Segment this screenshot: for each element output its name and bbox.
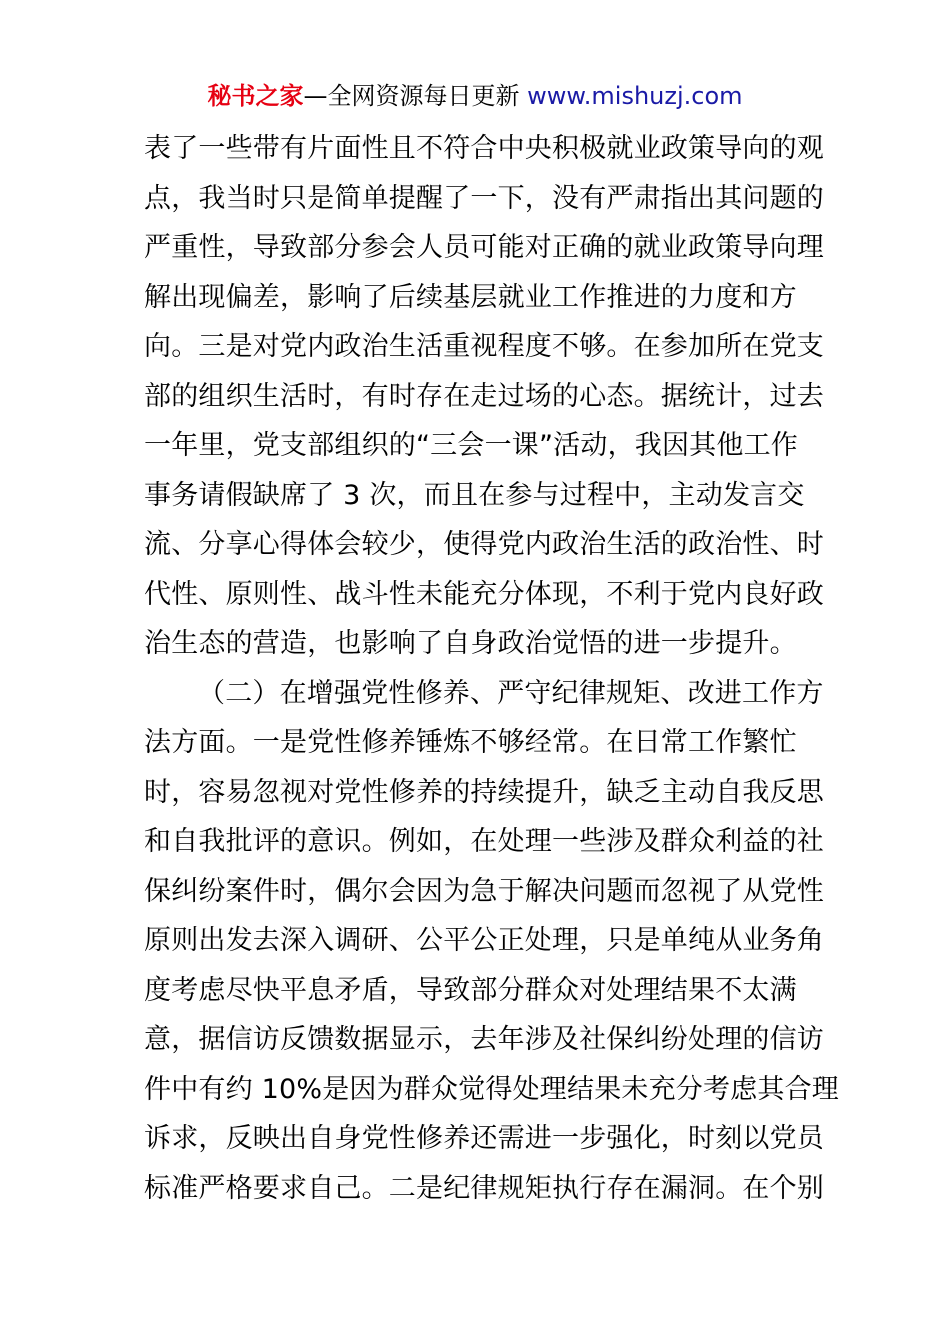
text-line: 解出现偏差，影响了后续基层就业工作推进的力度和方 [144, 281, 797, 313]
text-line: 部的组织生活时，有时存在走过场的心态。据统计，过去 [144, 380, 824, 412]
site-header [0, 80, 950, 112]
text-line: 表了一些带有片面性且不符合中央积极就业政策导向的观 [144, 133, 824, 164]
site-brand: 秘书之家 [207, 82, 304, 110]
text-line: 点，我当时只是简单提醒了一下，没有严肃指出其问题的 [144, 182, 824, 214]
text-line: 标准严格要求自己。二是纪律规矩执行存在漏洞。在个别 [144, 1172, 824, 1204]
site-tagline: —全网资源每日更新 [303, 82, 528, 110]
text-line: 代性、原则性、战斗性未能充分体现，不利于党内良好政 [144, 578, 824, 610]
text-line: 向。三是对党内政治生活重视程度不够。在参加所在党支 [144, 331, 824, 362]
text-line: 时，容易忽视对党性修养的持续提升，缺乏主动自我反思 [144, 776, 824, 808]
text-line: 诉求，反映出自身党性修养还需进一步强化，时刻以党员 [144, 1123, 824, 1154]
text-line: 原则出发去深入调研、公平公正处理，只是单纯从业务角 [144, 925, 824, 956]
text-line: 法方面。一是党性修养锤炼不够经常。在日常工作繁忙 [144, 727, 797, 758]
text-line: 件中有约 10%是因为群众觉得处理结果未充分考虑其合理 [144, 1073, 839, 1105]
text-line: 一年里，党支部组织的“三会一课”活动，我因其他工作 [144, 430, 798, 461]
text-line: 严重性，导致部分参会人员可能对正确的就业政策导向理 [144, 232, 824, 263]
text-line: 意，据信访反馈数据显示，去年涉及社保纠纷处理的信访 [144, 1024, 824, 1055]
text-line: 和自我批评的意识。例如，在处理一些涉及群众利益的社 [144, 826, 824, 857]
text-line: 事务请假缺席了 3 次，而且在参与过程中，主动发言交 [144, 479, 805, 511]
document-body [144, 124, 839, 1213]
section-heading-line: （二）在增强党性修养、严守纪律规矩、改进工作方 [198, 677, 824, 709]
text-line: 流、分享心得体会较少，使得党内政治生活的政治性、时 [144, 529, 824, 560]
text-line: 度考虑尽快平息矛盾，导致部分群众对处理结果不太满 [144, 974, 797, 1006]
text-line: 保纠纷案件时，偶尔会因为急于解决问题而忽视了从党性 [144, 875, 824, 907]
text-line: 治生态的营造，也影响了自身政治觉悟的进一步提升。 [144, 628, 797, 659]
site-url[interactable]: www.mishuzj.com [527, 82, 743, 110]
